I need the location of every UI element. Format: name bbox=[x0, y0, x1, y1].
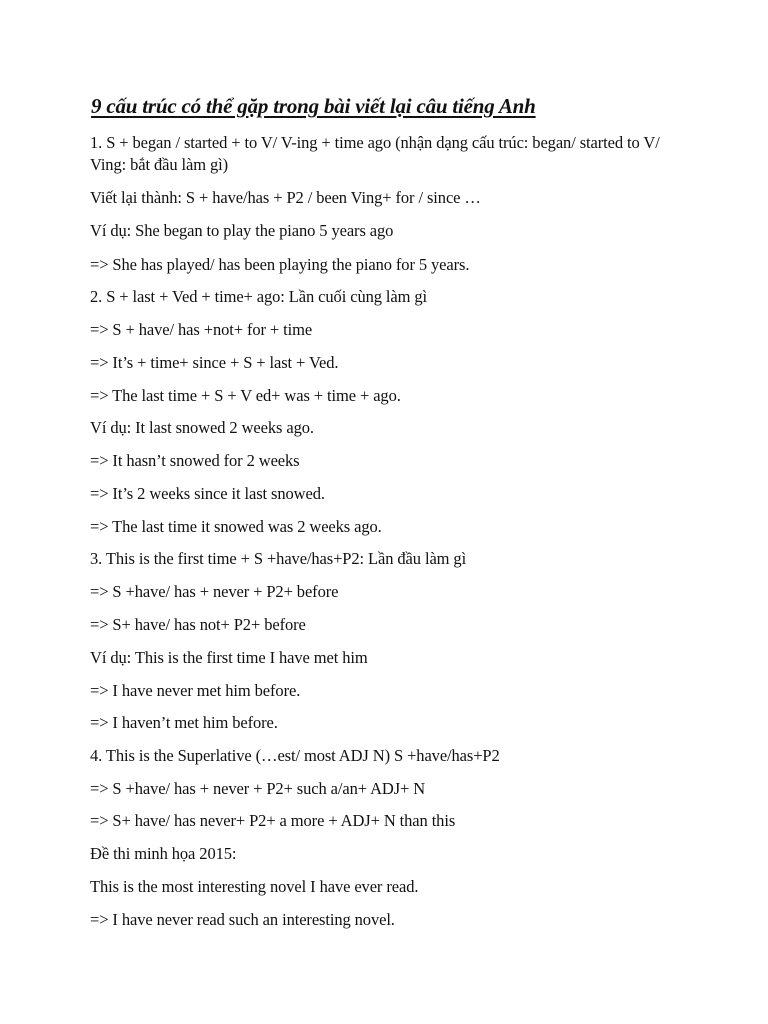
answer-line: => The last time it snowed was 2 weeks ago. bbox=[90, 517, 382, 536]
answer-line: => I have never read such an interesting novel. bbox=[90, 910, 395, 929]
example-line: Ví dụ: It last snowed 2 weeks ago. bbox=[90, 418, 314, 437]
rule-line: => The last time + S + V ed+ was + time + ago. bbox=[90, 386, 401, 405]
structure-1-heading: 1. S + began / started + to V/ V-ing + time ago (nhận dạng cấu trúc: began/ started to V/ Ving: bắt đầu làm gì) bbox=[90, 133, 660, 174]
answer-line: => It hasn’t snowed for 2 weeks bbox=[90, 451, 300, 470]
example-line: Ví dụ: She began to play the piano 5 years ago bbox=[90, 221, 394, 240]
document-title: 9 cấu trúc có thể gặp trong bài viết lại câu tiếng Anh bbox=[91, 94, 536, 118]
rule-line: => S + have/ has +not+ for + time bbox=[90, 320, 313, 339]
rule-line: => S +have/ has + never + P2+ such a/an+ ADJ+ N bbox=[90, 779, 426, 798]
structure-2-heading: 2. S + last + Ved + time+ ago: Lần cuối cùng làm gì bbox=[90, 287, 428, 306]
rule-line: => S +have/ has + never + P2+ before bbox=[90, 582, 339, 601]
answer-line: => She has played/ has been playing the piano for 5 years. bbox=[90, 255, 470, 274]
example-line: Ví dụ: This is the first time I have met him bbox=[90, 648, 368, 667]
exam-heading: Đề thi minh họa 2015: bbox=[90, 844, 237, 863]
structure-3-heading: 3. This is the first time + S +have/has+P2: Lần đầu làm gì bbox=[90, 549, 467, 568]
rule-line: => S+ have/ has never+ P2+ a more + ADJ+ N than this bbox=[90, 811, 456, 830]
answer-line: => It’s 2 weeks since it last snowed. bbox=[90, 484, 325, 503]
answer-line: => I have never met him before. bbox=[90, 681, 301, 700]
example-line: This is the most interesting novel I have ever read. bbox=[90, 877, 419, 896]
rule-line: => S+ have/ has not+ P2+ before bbox=[90, 615, 306, 634]
rule-line: => It’s + time+ since + S + last + Ved. bbox=[90, 353, 339, 372]
rewrite-rule-line: Viết lại thành: S + have/has + P2 / been Ving+ for / since … bbox=[90, 188, 481, 207]
answer-line: => I haven’t met him before. bbox=[90, 713, 278, 732]
structure-4-heading: 4. This is the Superlative (…est/ most ADJ N) S +have/has+P2 bbox=[90, 746, 500, 765]
